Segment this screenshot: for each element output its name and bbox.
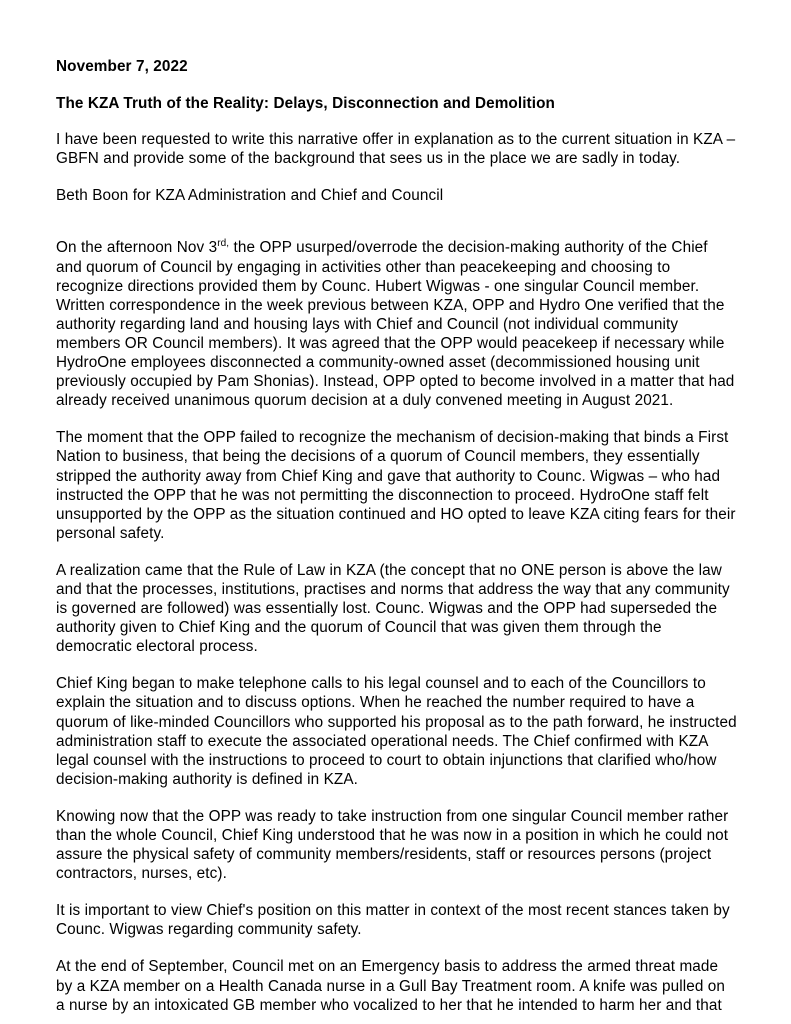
paragraph-text-prefix: On the afternoon Nov 3	[56, 239, 218, 257]
document-date: November 7, 2022	[56, 58, 188, 75]
author-line: Beth Boon for KZA Administration and Chief and Council	[56, 187, 444, 205]
paragraph-knowing-now: Knowing now that the OPP was ready to take instruction from one singular Council member rather than the whole Council, Chief King understood that he was now in a position in which he could not assure the physical safety of community members/residents, staff or resources persons (project contractors, nurses, etc).	[56, 807, 729, 883]
paragraph-rule-of-law: A realization came that the Rule of Law in KZA (the concept that no ONE person is above the law and that the processes, institutions, practises and norms that address the way that any community is governed are followed) was essentially lost. Counc. Wigwas and the OPP had superseded the authority given to Chief King and the quorum of Council that was given them through the democratic electoral process.	[56, 561, 730, 656]
paragraph-opp-failure: The moment that the OPP failed to recognize the mechanism of decision-making that binds a First Nation to business, that being the decisions of a quorum of Council members, they essentially stripped the authority away from Chief King and gave that authority to Counc. Wigwas – who had instructed the OPP that he was not permitting the disconnection to proceed. HydroOne staff felt unsupported by the OPP as the situation continued and HO opted to leave KZA citing fears for their personal safety.	[56, 429, 736, 542]
document-title: The KZA Truth of the Reality: Delays, Disconnection and Demolition	[56, 95, 555, 113]
paragraph-nov3	[56, 238, 737, 410]
paragraph-important-context: It is important to view Chief's position on this matter in context of the most recent stances taken by Counc. Wigwas regarding community safety.	[56, 902, 730, 939]
paragraph-chief-king-calls: Chief King began to make telephone calls to his legal counsel and to each of the Councillors to explain the situation and to discuss options. When he reached the number required to have a quorum of like-minded Councillors who supported his proposal as to the path forward, he instructed administration staff to execute the associated operational needs. The Chief confirmed with KZA legal counsel with the instructions to proceed to court to obtain injunctions that clarified who/how decision-making authority is defined in KZA.	[56, 675, 737, 788]
paragraph-text-suffix: the OPP usurped/overrode the decision-making authority of the Chief and quorum of Council by engaging in activities other than peacekeeping and choosing to recognize directions provided them by Counc. Hubert Wigwas - one singular Council member. Written correspondence in the week previous between KZA, OPP and Hydro One verified that the authority regarding land and housing lays with Chief and Council (not individual community members OR Council members). It was agreed that the OPP would peacekeep if necessary while HydroOne employees disconnected a community-owned asset (decommissioned housing unit previously occupied by Pam Shonias). Instead, OPP opted to become involved in a matter that had already received unanimous quorum decision at a duly convened meeting in August 2021.	[56, 239, 735, 410]
intro-paragraph: I have been requested to write this narrative offer in explanation as to the current situation in KZA – GBFN and provide some of the background that sees us in the place we are sadly in today.	[56, 131, 736, 168]
ordinal-superscript: rd,	[217, 238, 230, 250]
paragraph-september-emergency: At the end of September, Council met on an Emergency basis to address the armed threat made by a KZA member on a Health Canada nurse in a Gull Bay Treatment room. A knife was pulled on a nurse by an intoxicated GB member who vocalized to her that he intended to harm her and that	[56, 958, 726, 1014]
